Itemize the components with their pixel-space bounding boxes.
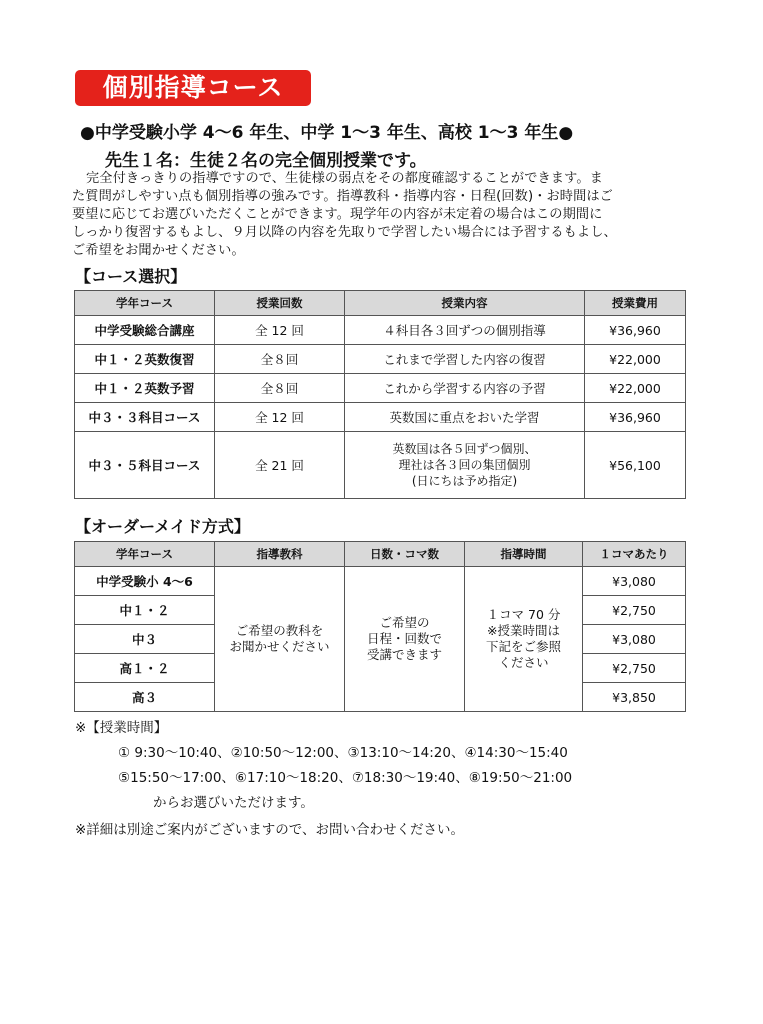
- subject-line: お聞かせください: [229, 639, 330, 654]
- times-line: ⑤15:50〜17:00、⑥17:10〜18:20、⑦18:30〜19:40、⑧19:50〜21:00: [118, 770, 573, 786]
- schedule-line: 日程・回数で: [366, 631, 442, 646]
- column-header: 指導時間: [465, 542, 583, 567]
- grade-cell: 中３・５科目コース: [75, 432, 215, 499]
- class-format-subhead: 先生１名：生徒２名の完全個別授業です。: [105, 151, 427, 171]
- time-line: ※授業時間は: [487, 623, 560, 638]
- footer-note: ※詳細は別途ご案内がございますので、お問い合わせください。: [75, 822, 465, 838]
- fee-cell: ¥22,000: [585, 345, 686, 374]
- order-table: [74, 541, 686, 712]
- count-cell: 全 12 回: [215, 403, 345, 432]
- column-header: １コマあたり: [583, 542, 686, 567]
- grade-cell: 中学受験総合講座: [75, 316, 215, 345]
- grade-cell: 中３: [75, 625, 215, 654]
- intro-line: ご希望をお聞かせください。: [72, 243, 245, 258]
- table-row: [75, 316, 686, 345]
- content-cell: 英数国に重点をおいた学習: [345, 403, 585, 432]
- subject-cell: [215, 567, 345, 712]
- class-times-notes: [75, 716, 572, 816]
- table-row: [75, 403, 686, 432]
- grade-cell: 中学受験小 4〜6: [75, 567, 215, 596]
- table-row: [75, 345, 686, 374]
- course-section-title: 【コース選択】: [75, 267, 187, 286]
- price-cell: ¥2,750: [583, 654, 686, 683]
- subject-line: ご希望の教科を: [235, 623, 324, 638]
- table-header-row: [75, 542, 686, 567]
- content-cell: [345, 432, 585, 499]
- grade-cell: 中１・２英数復習: [75, 345, 215, 374]
- time-line: 下記をご参照: [485, 639, 561, 654]
- grade-cell: 中３・３科目コース: [75, 403, 215, 432]
- price-cell: ¥2,750: [583, 596, 686, 625]
- course-table: [74, 290, 686, 499]
- grade-cell: 中１・２英数予習: [75, 374, 215, 403]
- intro-paragraph: [72, 170, 712, 260]
- count-cell: 全 21 回: [215, 432, 345, 499]
- fee-cell: ¥22,000: [585, 374, 686, 403]
- content-cell: これから学習する内容の予習: [345, 374, 585, 403]
- intro-line: 要望に応じてお選びいただくことができます。現学年の内容が未定着の場合はこの期間に: [72, 207, 603, 222]
- fee-cell: ¥36,960: [585, 316, 686, 345]
- count-cell: 全８回: [215, 345, 345, 374]
- intro-line: た質問がしやすい点も個別指導の強みです。指導教科・指導内容・日程(回数)・お時間はご: [72, 189, 613, 204]
- price-cell: ¥3,080: [583, 567, 686, 596]
- schedule-cell: [345, 567, 465, 712]
- column-header: 授業回数: [215, 291, 345, 316]
- time-line: ください: [498, 655, 549, 670]
- schedule-line: 受講できます: [366, 647, 442, 662]
- intro-line: しっかり復習するもよし、９月以降の内容を先取りで学習したい場合には予習するもよし、: [72, 225, 617, 240]
- time-line: １コマ 70 分: [486, 607, 561, 622]
- notes-label: ※【授業時間】: [75, 720, 168, 736]
- count-cell: 全８回: [215, 374, 345, 403]
- grade-cell: 高１・２: [75, 654, 215, 683]
- fee-cell: ¥36,960: [585, 403, 686, 432]
- order-section-title: 【オーダーメイド方式】: [75, 517, 250, 536]
- column-header: 授業費用: [585, 291, 686, 316]
- price-cell: ¥3,850: [583, 683, 686, 712]
- count-cell: 全 12 回: [215, 316, 345, 345]
- table-row: [75, 567, 686, 596]
- content-cell: ４科目各３回ずつの個別指導: [345, 316, 585, 345]
- column-header: 日数・コマ数: [345, 542, 465, 567]
- intro-line: 完全付きっきりの指導ですので、生徒様の弱点をその都度確認することができます。ま: [86, 171, 603, 186]
- content-cell: これまで学習した内容の復習: [345, 345, 585, 374]
- times-line: ① 9:30〜10:40、②10:50〜12:00、③13:10〜14:20、④14:30〜15:40: [118, 745, 568, 761]
- price-cell: ¥3,080: [583, 625, 686, 654]
- table-row: [75, 432, 686, 499]
- table-row: [75, 374, 686, 403]
- column-header: 学年コース: [75, 542, 215, 567]
- grade-cell: 高３: [75, 683, 215, 712]
- grade-cell: 中１・２: [75, 596, 215, 625]
- page-title: 個別指導コース: [75, 70, 311, 106]
- table-header-row: [75, 291, 686, 316]
- schedule-line: ご希望の: [379, 615, 430, 630]
- times-line: からお選びいただけます。: [153, 795, 314, 811]
- time-cell: [465, 567, 583, 712]
- column-header: 指導教科: [215, 542, 345, 567]
- content-line: 理社は各３回の集団個別: [398, 458, 531, 472]
- content-line: (日にちは予め指定): [411, 474, 518, 488]
- fee-cell: ¥56,100: [585, 432, 686, 499]
- target-grades-headline: ●中学受験小学 4〜6 年生、中学 1〜3 年生、高校 1〜3 年生●: [80, 123, 574, 143]
- content-line: 英数国は各５回ずつ個別、: [392, 442, 537, 456]
- column-header: 学年コース: [75, 291, 215, 316]
- column-header: 授業内容: [345, 291, 585, 316]
